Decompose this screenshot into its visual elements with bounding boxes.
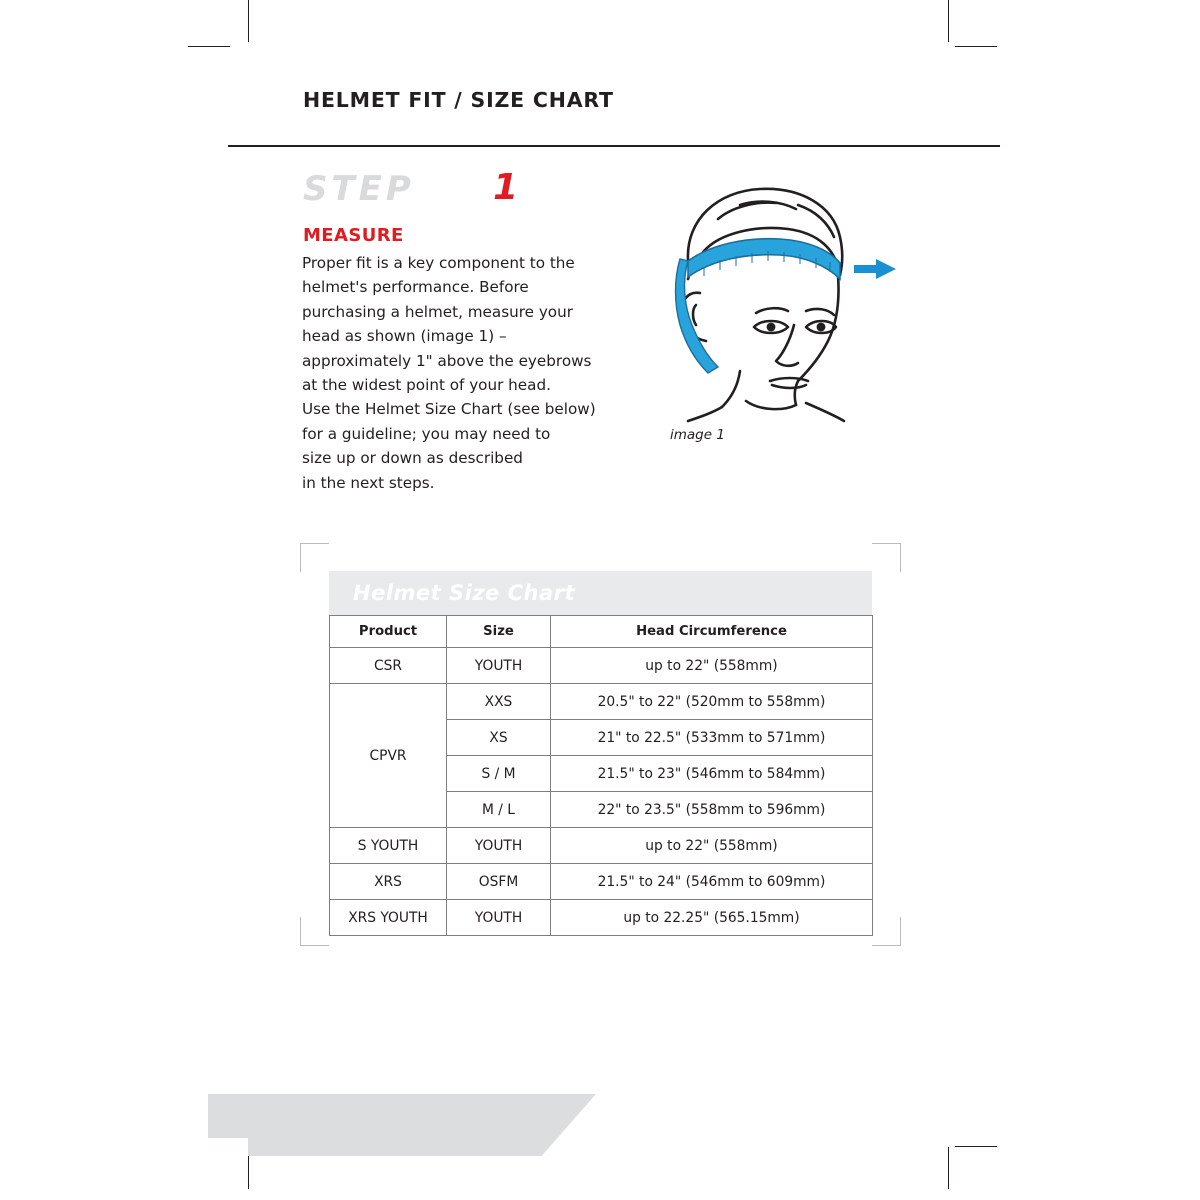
- crop-mark-bottom-right-vertical: [948, 1147, 949, 1189]
- measure-line-1: Proper fit is a key component to the: [302, 254, 575, 272]
- measure-line-3: purchasing a helmet, measure your: [302, 302, 573, 321]
- cell-circumference: 21" to 22.5" (533mm to 571mm): [551, 720, 873, 756]
- table-row: [330, 648, 873, 684]
- chart-title-bar: [329, 571, 872, 615]
- cell-size: OSFM: [447, 864, 551, 900]
- header-divider: [228, 145, 1000, 147]
- cell-circumference: up to 22" (558mm): [551, 828, 873, 864]
- illustration-caption: image 1: [670, 427, 725, 443]
- step-word-label: STEP: [303, 169, 415, 209]
- measure-line-9: size up or down as described: [302, 449, 523, 468]
- size-chart-table: [329, 615, 873, 936]
- step-wordmark: [303, 167, 519, 212]
- measure-line-8: for a guideline; you may need to: [302, 424, 551, 443]
- cell-size: YOUTH: [447, 900, 551, 936]
- step-number-label: 1: [493, 167, 519, 208]
- measure-line-4: head as shown (image 1) –: [302, 327, 507, 346]
- head-measurement-illustration: [648, 175, 938, 425]
- measure-line-6: at the widest point of your head.: [302, 376, 551, 395]
- crop-mark-top-right-horizontal: [955, 46, 997, 47]
- measure-line-10: in the next steps.: [302, 473, 435, 492]
- column-header-head-circumference: Head Circumference: [551, 616, 873, 648]
- cell-circumference: 21.5" to 24" (546mm to 609mm): [551, 864, 873, 900]
- crop-mark-top-left-horizontal: [188, 46, 230, 47]
- cell-size: YOUTH: [447, 828, 551, 864]
- helmet-size-chart: [329, 571, 872, 936]
- cell-product: CPVR: [330, 684, 447, 828]
- cell-size: XXS: [447, 684, 551, 720]
- cell-product: XRS: [330, 864, 447, 900]
- table-frame-corner-bottom-right: [872, 917, 901, 946]
- page-title: HELMET FIT / SIZE CHART: [303, 88, 614, 112]
- footer-decorative-shape: [208, 1094, 596, 1156]
- column-header-size: Size: [447, 616, 551, 648]
- cell-circumference: 21.5" to 23" (546mm to 584mm): [551, 756, 873, 792]
- table-row: [330, 900, 873, 936]
- table-header-row: [330, 616, 873, 648]
- table-frame-corner-top-right: [872, 543, 901, 572]
- chart-title: Helmet Size Chart: [353, 581, 576, 605]
- measure-heading: MEASURE: [303, 225, 404, 246]
- cell-circumference: up to 22.25" (565.15mm): [551, 900, 873, 936]
- cell-size: XS: [447, 720, 551, 756]
- crop-mark-bottom-right-horizontal: [955, 1146, 997, 1147]
- measure-body-text: [302, 251, 647, 495]
- crop-mark-top-left-vertical: [248, 0, 249, 42]
- measure-line-2: helmet's performance. Before: [302, 278, 529, 297]
- measure-line-5: approximately 1" above the eyebrows: [302, 351, 592, 370]
- crop-mark-top-right-vertical: [948, 0, 949, 42]
- cell-product: S YOUTH: [330, 828, 447, 864]
- cell-circumference: up to 22" (558mm): [551, 648, 873, 684]
- cell-product: CSR: [330, 648, 447, 684]
- table-frame-corner-top-left: [300, 543, 329, 572]
- cell-product: XRS YOUTH: [330, 900, 447, 936]
- footer-notch: [188, 1138, 248, 1156]
- table-row: [330, 864, 873, 900]
- measure-line-7: Use the Helmet Size Chart (see below): [302, 400, 596, 419]
- table-frame-corner-bottom-left: [300, 917, 329, 946]
- table-row: [330, 828, 873, 864]
- arrow-icon: [854, 259, 896, 279]
- table-row: [330, 684, 873, 720]
- cell-circumference: 22" to 23.5" (558mm to 596mm): [551, 792, 873, 828]
- cell-size: S / M: [447, 756, 551, 792]
- cell-size: YOUTH: [447, 648, 551, 684]
- cell-circumference: 20.5" to 22" (520mm to 558mm): [551, 684, 873, 720]
- column-header-product: Product: [330, 616, 447, 648]
- cell-size: M / L: [447, 792, 551, 828]
